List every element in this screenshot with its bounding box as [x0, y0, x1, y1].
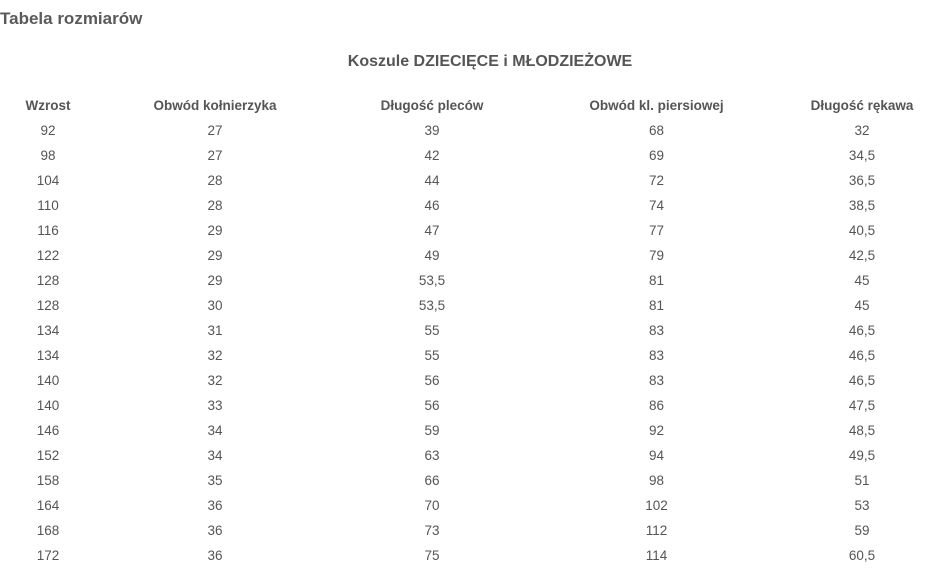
cell-obwod-kl-piersiowej: 83 — [648, 323, 665, 338]
cell-dlugosc-plecow: 49 — [424, 248, 440, 263]
table-row — [0, 343, 941, 368]
cell-wzrost: 134 — [36, 348, 60, 363]
cell-obwod-kl-piersiowej: 86 — [648, 398, 665, 413]
cell-wzrost: 134 — [36, 323, 60, 338]
cell-obwod-kolnierzyka: 32 — [207, 348, 223, 363]
cell-dlugosc-plecow: 73 — [424, 523, 440, 538]
cell-wzrost: 140 — [36, 398, 60, 413]
cell-dlugosc-plecow: 53,5 — [418, 298, 446, 313]
cell-dlugosc-plecow: 42 — [424, 148, 440, 163]
cell-dlugosc-rekawa: 51 — [854, 473, 870, 488]
cell-obwod-kolnierzyka: 29 — [207, 248, 223, 263]
cell-wzrost: 168 — [36, 523, 60, 538]
cell-obwod-kl-piersiowej: 74 — [648, 198, 665, 213]
table-row — [0, 368, 941, 393]
cell-dlugosc-rekawa: 40,5 — [848, 223, 876, 238]
header-dlugosc-rekawa: Długość rękawa — [810, 98, 914, 113]
table-row — [0, 143, 941, 168]
cell-obwod-kolnierzyka: 33 — [207, 398, 223, 413]
header-dlugosc-plecow: Długość pleców — [380, 98, 484, 113]
cell-obwod-kl-piersiowej: 112 — [645, 523, 668, 538]
cell-obwod-kolnierzyka: 36 — [207, 548, 223, 563]
cell-wzrost: 92 — [40, 123, 56, 138]
cell-dlugosc-plecow: 46 — [424, 198, 440, 213]
page-title: Tabela rozmiarów — [0, 9, 143, 28]
cell-dlugosc-rekawa: 48,5 — [848, 423, 876, 438]
size-table — [0, 93, 941, 568]
cell-obwod-kl-piersiowej: 81 — [648, 298, 665, 313]
cell-obwod-kolnierzyka: 34 — [207, 423, 223, 438]
cell-dlugosc-plecow: 53,5 — [418, 273, 446, 288]
cell-wzrost: 140 — [36, 373, 60, 388]
table-row — [0, 493, 941, 518]
cell-obwod-kolnierzyka: 29 — [207, 273, 223, 288]
cell-obwod-kl-piersiowej: 114 — [645, 548, 668, 563]
table-row — [0, 443, 941, 468]
cell-dlugosc-rekawa: 47,5 — [848, 398, 876, 413]
table-row — [0, 418, 941, 443]
cell-dlugosc-rekawa: 60,5 — [848, 548, 876, 563]
cell-obwod-kolnierzyka: 34 — [207, 448, 223, 463]
cell-dlugosc-plecow: 59 — [424, 423, 440, 438]
size-table-header — [0, 93, 941, 118]
table-row — [0, 118, 941, 143]
table-row — [0, 518, 941, 543]
cell-wzrost: 116 — [37, 223, 59, 238]
cell-dlugosc-rekawa: 42,5 — [848, 248, 876, 263]
cell-obwod-kl-piersiowej: 92 — [648, 423, 665, 438]
cell-obwod-kl-piersiowej: 77 — [648, 223, 665, 238]
cell-obwod-kl-piersiowej: 83 — [648, 373, 665, 388]
table-row — [0, 393, 941, 418]
header-row — [0, 93, 941, 118]
table-title: Koszule DZIECIĘCE i MŁODZIEŻOWE — [347, 53, 633, 70]
cell-obwod-kolnierzyka: 28 — [207, 198, 223, 213]
cell-dlugosc-rekawa: 46,5 — [848, 348, 876, 363]
cell-wzrost: 122 — [36, 248, 60, 263]
cell-dlugosc-rekawa: 34,5 — [848, 148, 876, 163]
cell-obwod-kl-piersiowej: 83 — [648, 348, 665, 363]
cell-wzrost: 104 — [36, 173, 60, 188]
cell-dlugosc-plecow: 44 — [424, 173, 440, 188]
cell-dlugosc-plecow: 56 — [424, 373, 440, 388]
cell-dlugosc-rekawa: 38,5 — [848, 198, 876, 213]
cell-obwod-kolnierzyka: 36 — [207, 523, 223, 538]
cell-dlugosc-plecow: 56 — [424, 398, 440, 413]
cell-dlugosc-rekawa: 46,5 — [848, 373, 876, 388]
cell-obwod-kl-piersiowej: 68 — [648, 123, 665, 138]
cell-wzrost: 146 — [36, 423, 60, 438]
cell-wzrost: 128 — [36, 273, 60, 288]
cell-wzrost: 128 — [36, 298, 60, 313]
header-obwod-kolnierzyka: Obwód kołnierzyka — [153, 98, 277, 113]
cell-obwod-kl-piersiowej: 102 — [645, 498, 668, 513]
cell-dlugosc-plecow: 39 — [424, 123, 440, 138]
cell-obwod-kolnierzyka: 27 — [207, 148, 223, 163]
cell-obwod-kolnierzyka: 31 — [207, 323, 223, 338]
table-row — [0, 168, 941, 193]
cell-wzrost: 164 — [36, 498, 60, 513]
cell-dlugosc-rekawa: 49,5 — [848, 448, 876, 463]
table-row — [0, 268, 941, 293]
cell-obwod-kolnierzyka: 32 — [207, 373, 223, 388]
header-wzrost: Wzrost — [25, 98, 71, 113]
cell-obwod-kolnierzyka: 36 — [207, 498, 223, 513]
size-table-body — [0, 118, 941, 568]
cell-dlugosc-rekawa: 59 — [854, 523, 870, 538]
cell-obwod-kl-piersiowej: 98 — [648, 473, 665, 488]
table-row — [0, 293, 941, 318]
cell-obwod-kl-piersiowej: 72 — [648, 173, 665, 188]
cell-wzrost: 110 — [37, 198, 59, 213]
cell-dlugosc-plecow: 55 — [424, 348, 440, 363]
cell-dlugosc-rekawa: 32 — [854, 123, 870, 138]
table-row — [0, 543, 941, 568]
table-row — [0, 243, 941, 268]
cell-dlugosc-rekawa: 45 — [854, 273, 870, 288]
cell-obwod-kolnierzyka: 27 — [207, 123, 223, 138]
cell-obwod-kl-piersiowej: 94 — [648, 448, 665, 463]
cell-obwod-kolnierzyka: 28 — [207, 173, 223, 188]
cell-dlugosc-plecow: 75 — [424, 548, 440, 563]
cell-dlugosc-rekawa: 36,5 — [848, 173, 876, 188]
cell-obwod-kolnierzyka: 30 — [207, 298, 223, 313]
cell-dlugosc-plecow: 70 — [424, 498, 440, 513]
cell-dlugosc-plecow: 55 — [424, 323, 440, 338]
cell-dlugosc-plecow: 66 — [424, 473, 440, 488]
cell-wzrost: 98 — [40, 148, 56, 163]
table-row — [0, 318, 941, 343]
header-obwod-kl-piersiowej: Obwód kl. piersiowej — [589, 98, 724, 113]
cell-dlugosc-rekawa: 53 — [854, 498, 870, 513]
table-row — [0, 468, 941, 493]
cell-dlugosc-plecow: 63 — [424, 448, 440, 463]
cell-wzrost: 158 — [36, 473, 60, 488]
cell-obwod-kl-piersiowej: 81 — [648, 273, 665, 288]
cell-wzrost: 152 — [36, 448, 60, 463]
cell-dlugosc-rekawa: 46,5 — [848, 323, 876, 338]
cell-obwod-kolnierzyka: 29 — [207, 223, 223, 238]
cell-obwod-kl-piersiowej: 79 — [648, 248, 665, 263]
cell-obwod-kolnierzyka: 35 — [207, 473, 223, 488]
table-row — [0, 218, 941, 243]
cell-dlugosc-plecow: 47 — [424, 223, 440, 238]
table-row — [0, 193, 941, 218]
cell-obwod-kl-piersiowej: 69 — [648, 148, 665, 163]
cell-wzrost: 172 — [36, 548, 60, 563]
cell-dlugosc-rekawa: 45 — [854, 298, 870, 313]
